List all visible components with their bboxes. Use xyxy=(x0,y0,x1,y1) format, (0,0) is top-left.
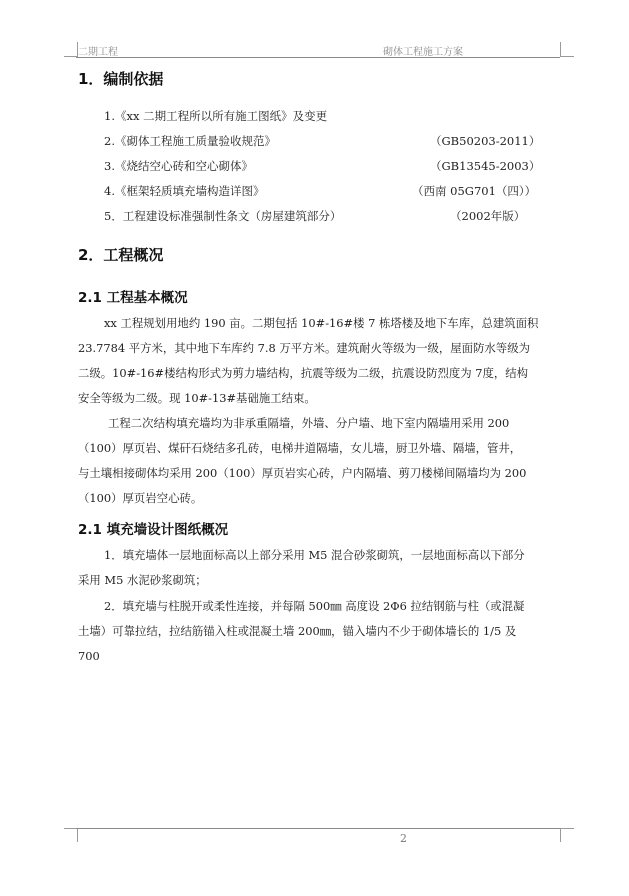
paragraph-line: 土墙）可靠拉结，拉结筋锚入柱或混凝土墙 200㎜，锚入墙内不少于砌体墙长的 1/5 及 xyxy=(78,624,517,638)
crop-mark xyxy=(560,828,561,842)
paragraph-line: 2．填充墙与柱脱开或柔性连接，并每隔 500㎜ 高度设 2Φ6 拉结钢筋与柱（或混凝 xyxy=(104,599,525,613)
footer-divider xyxy=(76,828,560,829)
reference-code-5: （2002年版） xyxy=(450,209,526,223)
paragraph-line: （100）厚页岩、煤矸石烧结多孔砖，电梯井道隔墙，女儿墙，厨卫外墙、隔墙，管井， xyxy=(78,441,522,455)
page-number: 2 xyxy=(400,832,407,845)
paragraph-line: 1．填充墙体一层地面标高以上部分采用 M5 混合砂浆砌筑，一层地面标高以下部分 xyxy=(104,548,525,562)
paragraph-line: 700 xyxy=(78,649,100,663)
reference-code-4: （西南 05G701（四）） xyxy=(412,184,537,198)
reference-code-3: （GB13545-2003） xyxy=(430,159,541,173)
paragraph-line: 23.7784 平方米，其中地下车库约 7.8 万平方米。建筑耐火等级为一级，屋面防水等级为 xyxy=(78,341,530,355)
section-infill-title: 2.1 填充墙设计图纸概况 xyxy=(78,522,229,538)
section-2-title: 2．工程概况 xyxy=(78,246,164,264)
infill-paragraph-2 xyxy=(78,594,563,669)
paragraph-line: 采用 M5 水泥砂浆砌筑； xyxy=(78,573,207,587)
reference-item-4: 4.《框架轻质填充墙构造详图》 xyxy=(104,184,265,198)
paragraph-line: 二级。10#-16#楼结构形式为剪力墙结构，抗震等级为二级，抗震设防烈度为 7度，结构 xyxy=(78,366,529,380)
reference-item-5: 5．工程建设标准强制性条文（房屋建筑部分） xyxy=(104,209,342,223)
crop-mark xyxy=(560,42,561,56)
overview-paragraph-2 xyxy=(78,411,563,511)
section-1-title: 1．编制依据 xyxy=(78,70,164,88)
reference-item-2: 2.《砌体工程施工质量验收规范》 xyxy=(104,134,276,148)
header-left-text: 二期工程 xyxy=(78,47,118,58)
paragraph-line: （100）厚页岩空心砖。 xyxy=(78,491,203,505)
infill-paragraph-1 xyxy=(78,543,563,593)
paragraph-line: xx 工程规划用地约 190 亩。二期包括 10#-16#楼 7 栋塔楼及地下车库，总建筑面积 xyxy=(104,316,539,330)
section-2-1-title: 2.1 工程基本概况 xyxy=(78,290,188,306)
header-right-text: 砌体工程施工方案 xyxy=(383,47,463,58)
crop-mark xyxy=(560,56,574,57)
reference-item-1: 1.《xx 二期工程所以所有施工图纸》及变更 xyxy=(104,109,328,123)
overview-paragraph-1 xyxy=(78,311,563,411)
crop-mark xyxy=(77,828,78,842)
paragraph-line: 安全等级为二级。现 10#-13#基础施工结束。 xyxy=(78,391,316,405)
header-divider xyxy=(76,57,560,58)
reference-code-2: （GB50203-2011） xyxy=(430,134,541,148)
paragraph-line: 工程二次结构填充墙均为非承重隔墙，外墙、分户墙、地下室内隔墙用采用 200 xyxy=(108,416,510,430)
paragraph-line: 与土壤相接砌体均采用 200（100）厚页岩实心砖，户内隔墙、剪刀楼梯间隔墙均为 200 xyxy=(78,466,527,480)
crop-mark xyxy=(560,828,574,829)
reference-item-3: 3.《烧结空心砖和空心砌体》 xyxy=(104,159,253,173)
